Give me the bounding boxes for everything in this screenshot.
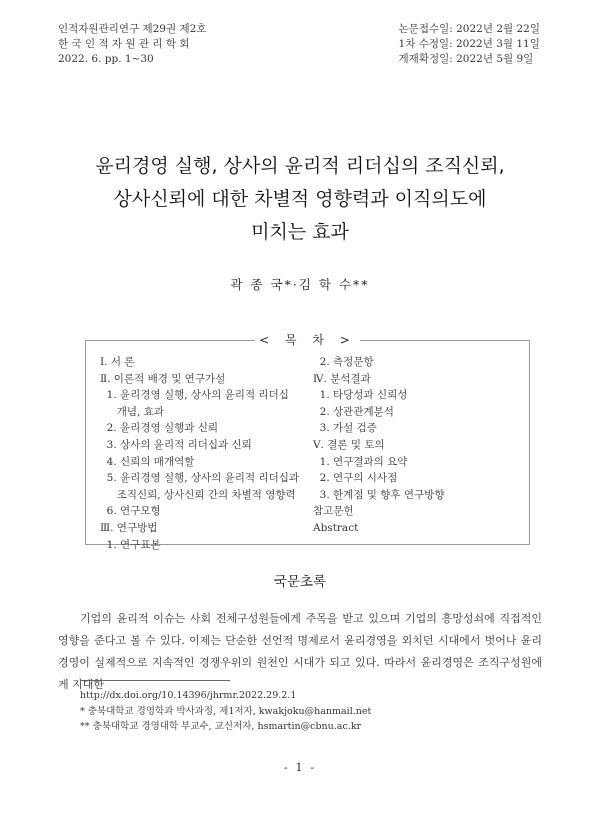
toc-item: 1. 윤리경영 실행, 상사의 윤리적 리더십 <box>100 389 289 402</box>
toc-right-column <box>313 354 523 537</box>
authors: 곽 종 국*·김 학 수** <box>230 277 370 292</box>
toc-item: Abstract <box>313 521 359 534</box>
first-author-note: * 충북대학교 경영학과 박사과정, 제1저자, kwakjoku@hanmail.net <box>80 705 372 717</box>
toc-item: Ⅰ. 서 론 <box>100 356 135 368</box>
journal-info <box>58 22 206 67</box>
footnote-divider <box>80 680 230 681</box>
toc-left-column <box>100 354 300 553</box>
page-number: - 1 - <box>283 760 317 774</box>
title-line: 미치는 효과 <box>251 221 349 243</box>
corresponding-author-note: ** 충북대학교 경영대학 부교수, 교신저자, hsmartin@cbnu.ac.kr <box>80 721 362 732</box>
abstract-heading: 국문초록 <box>273 574 327 590</box>
toc-item: 2. 윤리경영 실행과 신뢰 <box>100 422 218 435</box>
society-name: 한 국 인 적 자 원 관 리 학 회 <box>58 38 190 50</box>
title-line: 상사신뢰에 대한 차별적 영향력과 이직의도에 <box>113 188 487 210</box>
toc-item: 조직신뢰, 상사신뢰 간의 차별적 영향력 <box>100 488 296 501</box>
toc-item: 3. 가설 검증 <box>313 422 377 435</box>
toc-item: Ⅱ. 이론적 배경 및 연구가설 <box>100 372 226 385</box>
doi-link[interactable]: http://dx.doi.org/10.14396/jhrmr.2022.29.2.1 <box>80 690 297 701</box>
title-line: 윤리경영 실행, 상사의 윤리적 리더십의 조직신뢰, <box>95 155 505 177</box>
toc-item: 6. 연구모형 <box>100 505 161 518</box>
submission-dates <box>399 22 540 67</box>
table-of-contents <box>85 333 530 551</box>
toc-item: 2. 연구의 시사점 <box>313 472 398 485</box>
toc-item: 개념, 효과 <box>100 405 164 418</box>
revised-date: 1차 수정일: 2022년 3월 11일 <box>398 38 540 50</box>
footnotes <box>80 688 371 735</box>
received-date: 논문접수일: 2022년 2월 22일 <box>398 23 540 35</box>
toc-item: 1. 연구결과의 요약 <box>313 455 408 468</box>
toc-item: Ⅳ. 분석결과 <box>313 372 371 385</box>
accepted-date: 게재확정일: 2022년 5월 9일 <box>398 53 534 65</box>
toc-item: 2. 상관관계분석 <box>313 405 394 418</box>
journal-name: 인적자원관리연구 제29권 제2호 <box>58 23 207 35</box>
toc-heading-label: < 목 차 > <box>255 333 360 347</box>
toc-item: 3. 한계점 및 향후 연구방향 <box>313 488 445 501</box>
toc-item: 2. 측정문항 <box>313 356 374 368</box>
toc-item: 1. 타당성과 신뢰성 <box>313 389 408 402</box>
paper-title <box>0 150 600 249</box>
toc-item: 1. 연구표본 <box>100 538 161 551</box>
toc-heading <box>86 332 529 348</box>
toc-item: Ⅲ. 연구방법 <box>100 521 158 534</box>
issue-pages: 2022. 6. pp. 1~30 <box>58 53 154 65</box>
toc-item: 3. 상사의 윤리적 리더십과 신뢰 <box>100 438 252 451</box>
toc-item: 4. 신뢰의 매개역할 <box>100 455 195 468</box>
toc-item: 5. 윤리경영 실행, 상사의 윤리적 리더십과 <box>100 472 300 485</box>
toc-item: 참고문헌 <box>313 505 354 518</box>
toc-item: Ⅴ. 결론 및 토의 <box>313 438 385 451</box>
abstract-body: 기업의 윤리적 이슈는 사회 전체구성원들에게 주목을 받고 있으며 기업의 흥망성쇠에 직접적인 영향을 준다고 볼 수 있다. 이제는 단순한 선언적 명제로서 윤리경영을 외치던 시대에서 벗어나 윤리경영이 실제적으로 지속적인 경쟁우위의 원천인 시대가 되고 있다. 따라서 윤리경영은 조직구성원에게 지대한 <box>58 612 542 691</box>
